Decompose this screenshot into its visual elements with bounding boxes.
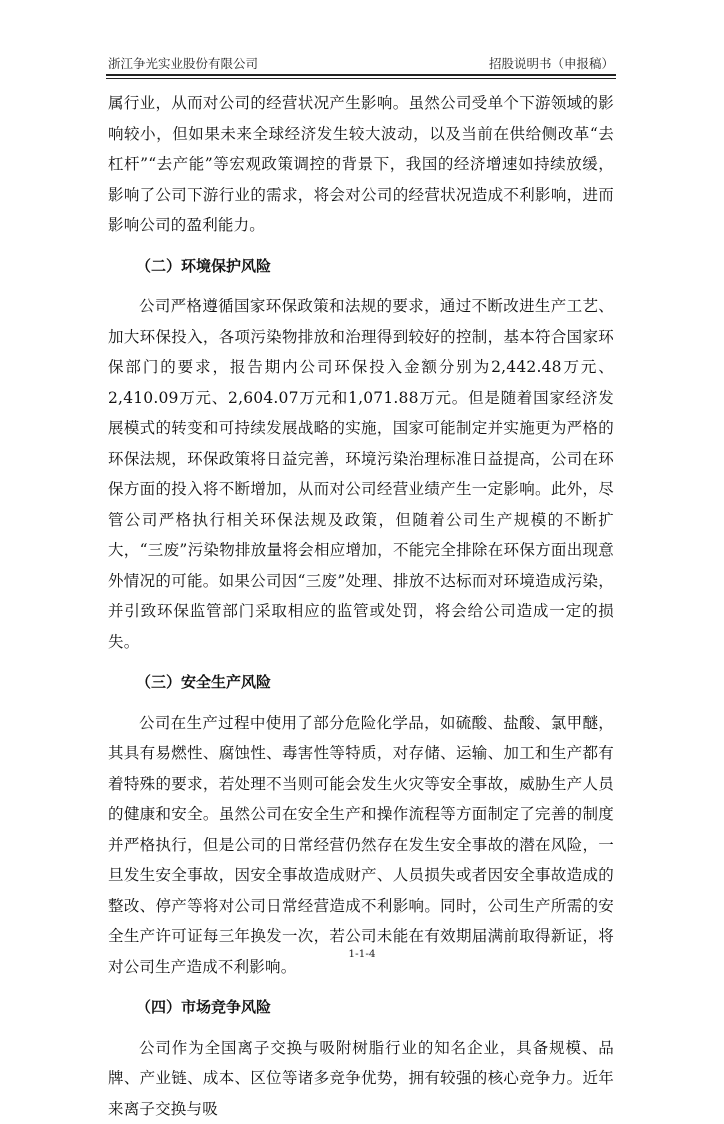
environment-paragraph: 公司严格遵循国家环保政策和法规的要求，通过不断改进生产工艺、加大环保投入，各项污染物排放和治理得到较好的控制，基本符合国家环保部门的要求，报告期内公司环保投入金额分别为2,442.48万元、2,410.09万元、2,604.07万元和1,071.88万元。但是随着国家经济发展模式的转变和可持续发展战略的实施，国家可能制定并实施更为严格的环保法规，环保政策将日益完善，环境污染治理标准日益提高，公司在环保方面的投入将不断增加，从而对公司经营业绩产生一定影响。此外，尽管公司严格执行相关环保法规及政策，但随着公司生产规模的不断扩大，“三废”污染物排放量将会相应增加，不能完全排除在环保方面出现意外情况的可能。如果公司因“三废”处理、排放不达标而对环境造成污染，并引致环保监管部门采取相应的监管或处罚，将会给公司造成一定的损失。	[108, 291, 614, 657]
section-heading-environment: （二）环境保护风险	[136, 251, 614, 282]
page-header	[108, 52, 614, 72]
market-paragraph: 公司作为全国离子交换与吸附树脂行业的知名企业，具备规模、品牌、产业链、成本、区位等诸多竞争优势，拥有较强的核心竞争力。近年来离子交换与吸	[108, 1033, 614, 1124]
header-rule	[106, 74, 616, 76]
section-heading-safety: （三）安全生产风险	[136, 667, 614, 698]
document-body	[108, 88, 614, 1124]
section-heading-market: （四）市场竞争风险	[136, 992, 614, 1023]
page-number: 1-1-4	[0, 948, 724, 960]
safety-paragraph: 公司在生产过程中使用了部分危险化学品，如硫酸、盐酸、氯甲醚，其具有易燃性、腐蚀性、毒害性等特质，对存储、运输、加工和生产都有着特殊的要求，若处理不当则可能会发生火灾等安全事故，威胁生产人员的健康和安全。虽然公司在安全生产和操作流程等方面制定了完善的制度并严格执行，但是公司的日常经营仍然存在发生安全事故的潜在风险，一旦发生安全事故，因安全事故造成财产、人员损失或者因安全事故造成的整改、停产等将对公司日常经营造成不利影响。同时，公司生产所需的安全生产许可证每三年换发一次，若公司未能在有效期届满前取得新证，将对公司生产造成不利影响。	[108, 708, 614, 983]
intro-paragraph: 属行业，从而对公司的经营状况产生影响。虽然公司受单个下游领域的影响较小，但如果未来全球经济发生较大波动，以及当前在供给侧改革“去杠杆”“去产能”等宏观政策调控的背景下，我国的经济增速如持续放缓，影响了公司下游行业的需求，将会对公司的经营状况造成不利影响，进而影响公司的盈利能力。	[108, 88, 614, 241]
header-rule-thin	[106, 78, 616, 79]
header-document-title: 招股说明书（申报稿）	[489, 54, 614, 72]
header-company-name: 浙江争光实业股份有限公司	[108, 54, 258, 72]
